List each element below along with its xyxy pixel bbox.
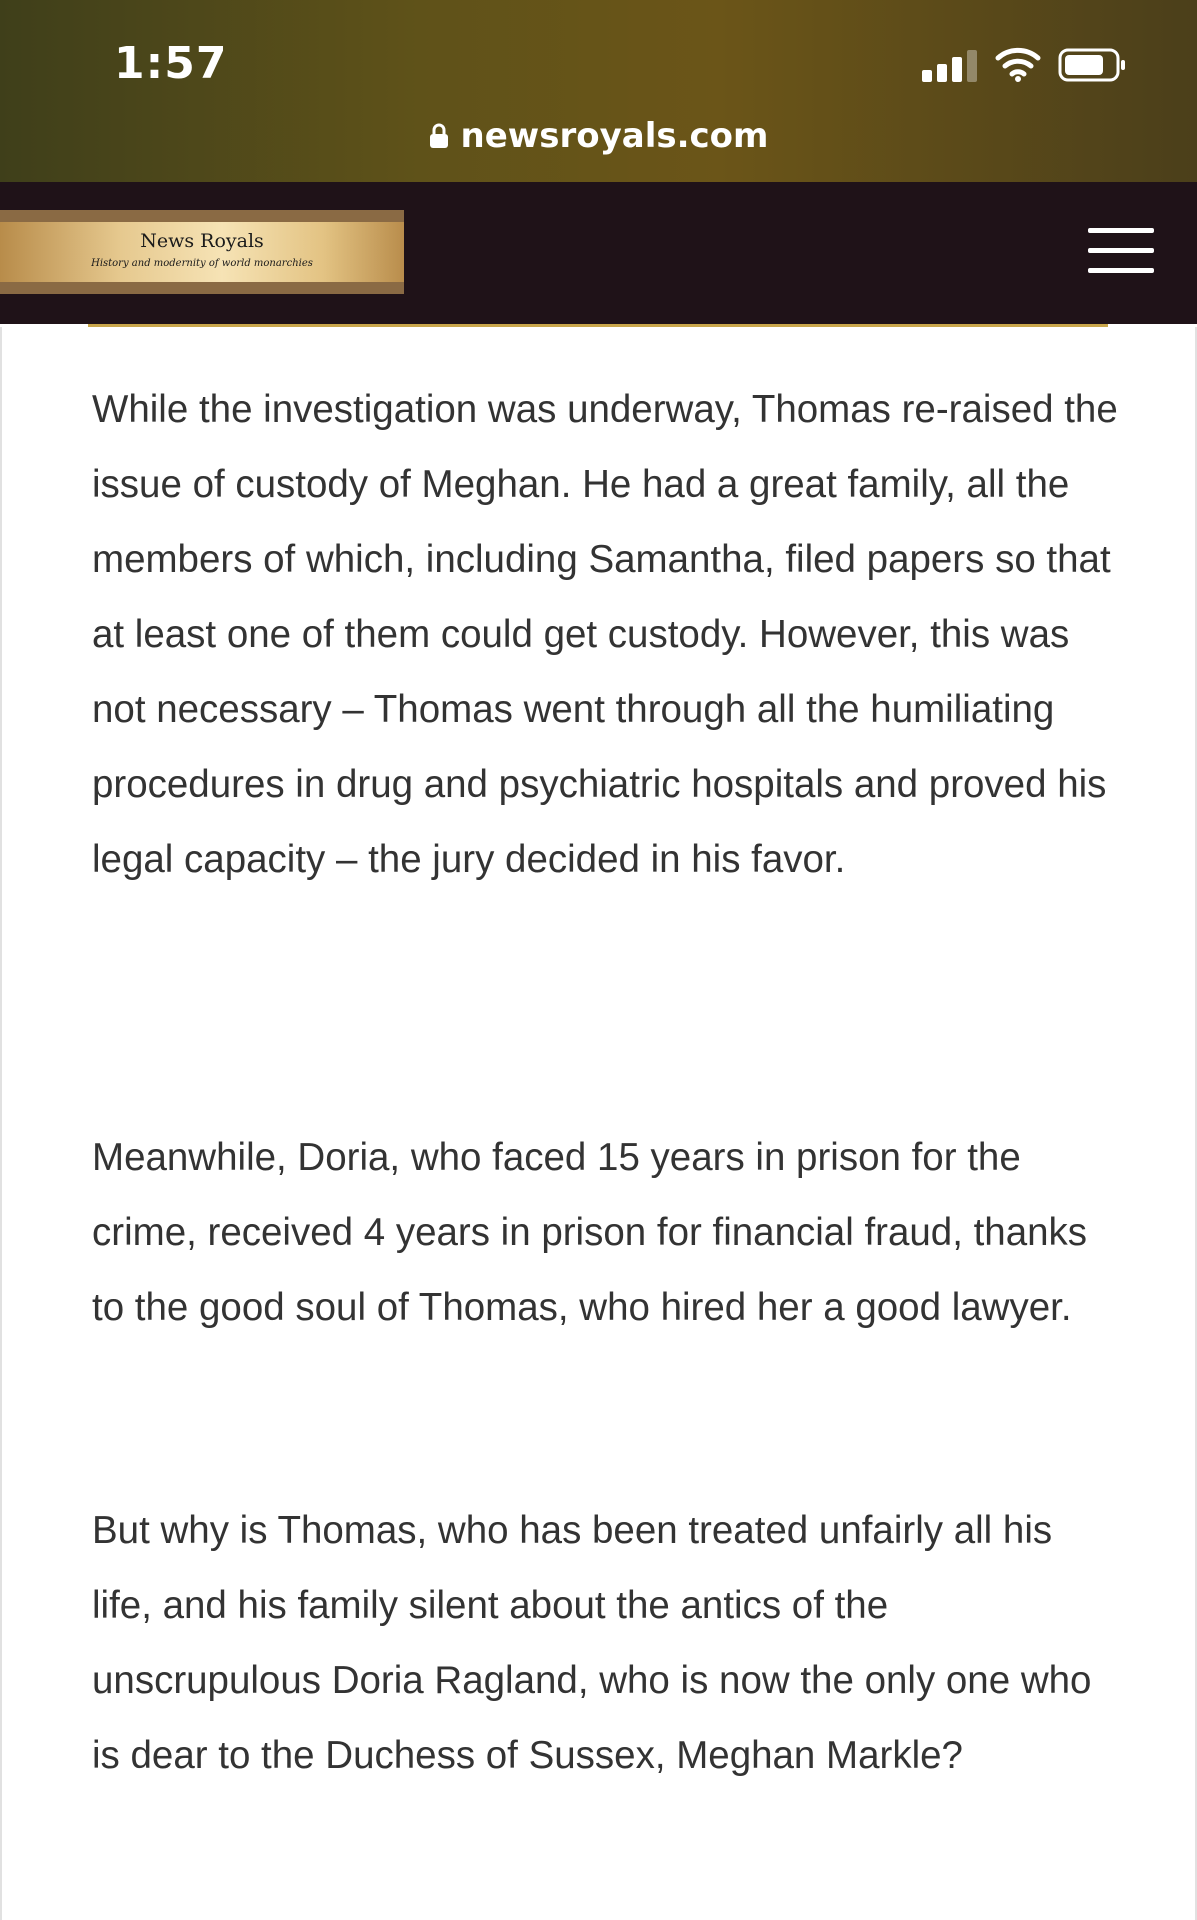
article-paragraph: But why is Thomas, who has been treated unfairly all his life, and his family silent about the antics of the unscrupulous Doria Ragland, who is now the only one who is dear to the Duchess of Sussex, Meghan Markle? [92, 1509, 1092, 1777]
article-body [0, 327, 1197, 1920]
battery-icon [1058, 48, 1128, 82]
logo-title: News Royals [140, 230, 264, 252]
url-text: newsroyals.com [460, 116, 769, 156]
site-logo[interactable] [0, 210, 404, 294]
status-time: 1:57 [114, 38, 228, 89]
article-paragraph: Meanwhile, Doria, who faced 15 years in prison for the crime, received 4 years in prison for financial fraud, thanks to the good soul of Thomas, who hired her a good lawyer. [92, 1136, 1088, 1329]
lock-icon [429, 123, 449, 149]
cellular-signal-icon [922, 50, 978, 82]
wifi-icon [994, 46, 1042, 82]
status-bar [0, 0, 1197, 182]
hamburger-menu-icon[interactable] [1088, 228, 1154, 274]
article-paragraph: While the investigation was underway, Thomas re-raised the issue of custody of Meghan. He had a great family, all the members of which, including Samantha, filed papers so that at least one of them could get custody. However, this was not necessary – Thomas went through all the humiliating procedures in drug and psychiatric hospitals and proved his legal capacity – the jury decided in his favor. [92, 388, 1118, 881]
address-bar[interactable] [0, 110, 1197, 162]
logo-tagline: History and modernity of world monarchies [91, 258, 313, 269]
